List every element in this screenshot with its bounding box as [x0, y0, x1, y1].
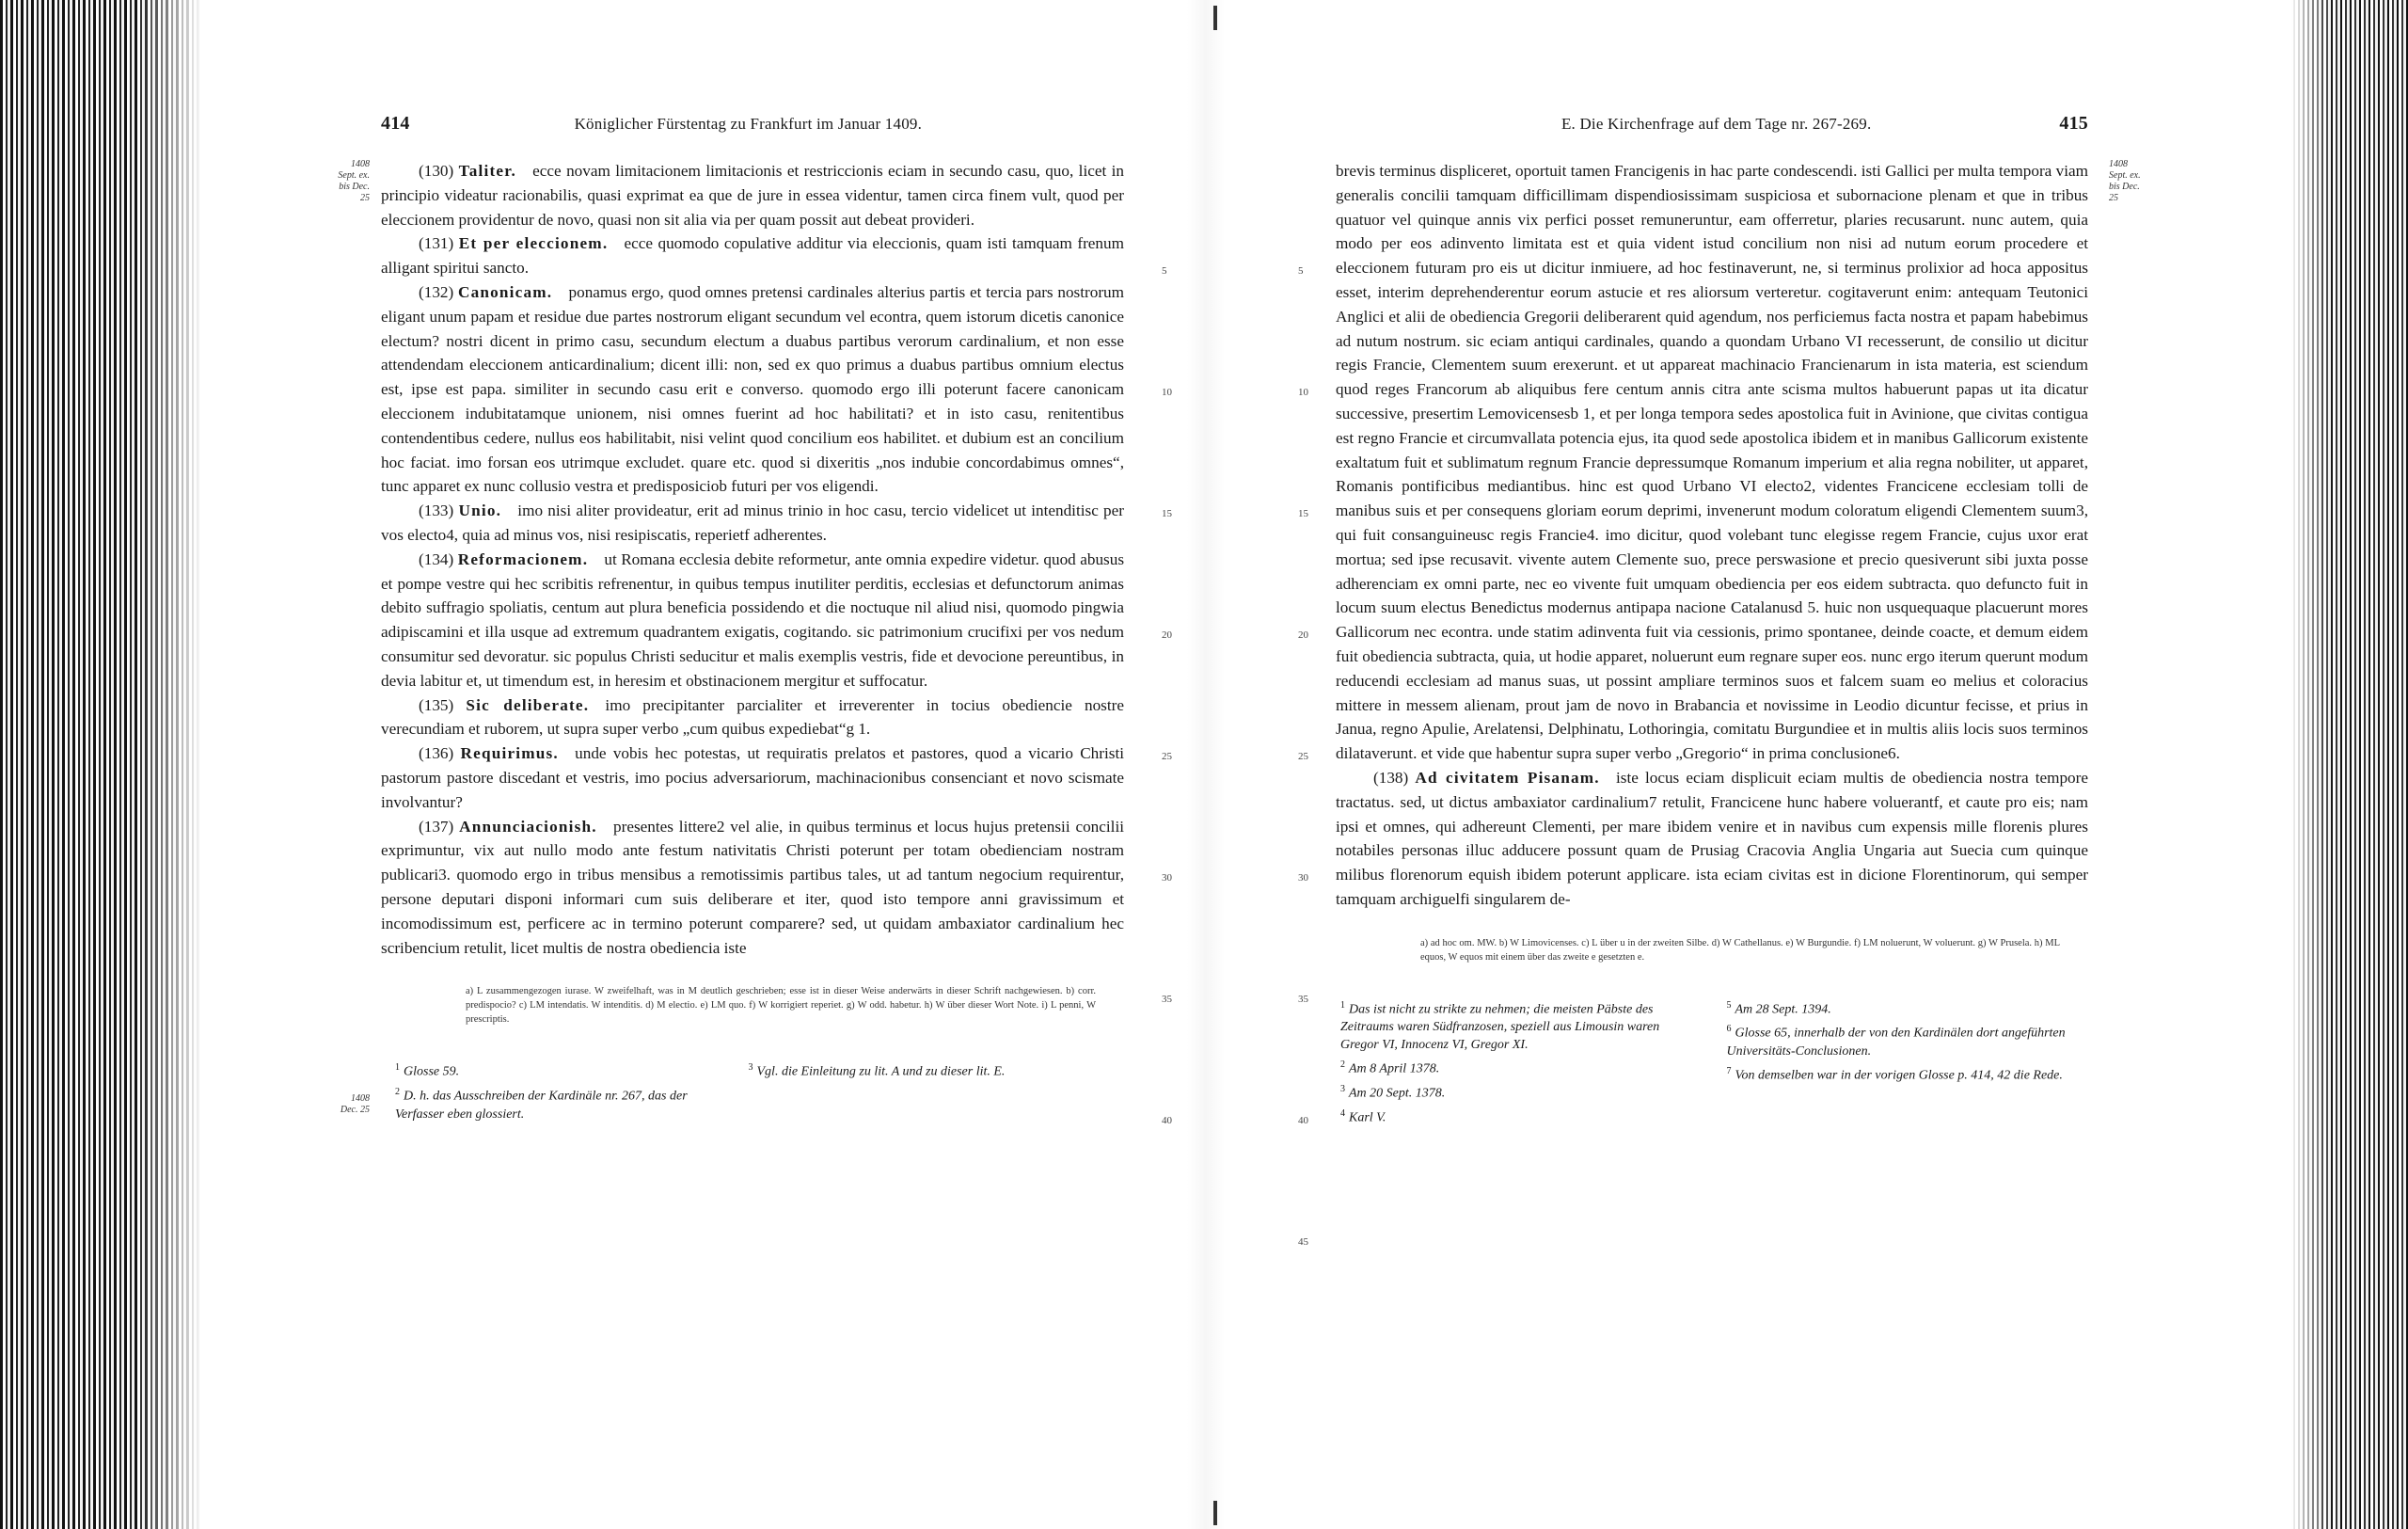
critical-apparatus: a) ad hoc om. MW. b) W Limovicenses. c) L über u in der zweiten Silbe. d) W Cathellanus. e) W Burgundie. f) LM noluerunt, W voluerunt. g) W Prusela. h) ML equos, W equos mit einem über das zweite e gesetzten e. [1420, 937, 2060, 963]
right-page-edges [2290, 0, 2408, 1529]
footnote-column [749, 1059, 1069, 1124]
left-page-header [381, 113, 1124, 135]
margin-date: 1408 Sept. ex. bis Dec. 25 [2109, 159, 2141, 203]
book-gutter [1187, 0, 1225, 1529]
margin-date: 1408 Sept. ex. bis Dec. 25 [338, 159, 370, 203]
gloss-number: (135) [419, 695, 454, 714]
footnote-number: 3 [748, 1062, 753, 1074]
footnote [1340, 996, 1693, 1055]
gloss-text: imo nisi aliter provideatur, erit ad minus trinio in hoc casu, tercio videlicet ut intenditisc per vos electo4, quia ad minus vos, nisi resipiscatis, reperietf adherentes. [381, 502, 1124, 544]
line-number: 25 [1298, 751, 1308, 762]
page-number: 414 [381, 113, 410, 134]
footnote-number: 2 [395, 1086, 400, 1097]
gloss-number: (133) [419, 502, 454, 520]
gloss-paragraph [381, 741, 1124, 814]
footnote [1340, 1056, 1693, 1078]
gloss-paragraph [381, 159, 1124, 231]
left-page-edges [0, 0, 202, 1529]
gutter-mark-top [1213, 6, 1217, 30]
footnote-text: Karl V. [1349, 1110, 1386, 1125]
right-page [1298, 113, 2141, 1248]
running-title: Königlicher Fürstentag zu Frankfurt im Januar 1409. [574, 115, 923, 133]
gloss-lemma: Taliter. [458, 162, 516, 180]
gloss-number: (138) [1373, 768, 1409, 787]
footnote-number: 5 [1726, 999, 1732, 1011]
footnotes [381, 1059, 1124, 1124]
footnote-text: Glosse 65, innerhalb der von den Kardinälen dort angeführten Universitäts-Conclusionen. [1726, 1027, 2066, 1059]
page-number: 415 [2059, 113, 2088, 134]
gloss-number: (130) [419, 162, 454, 180]
footnote [1727, 1062, 2080, 1085]
line-number: 20 [1162, 629, 1172, 641]
footnote-text: Vgl. die Einleitung zu lit. A und zu dieser lit. E. [756, 1064, 1006, 1079]
gloss-paragraph [381, 815, 1124, 961]
footnote [1340, 1105, 1693, 1127]
line-number: 10 [1162, 387, 1172, 398]
gutter-mark-bottom [1213, 1501, 1217, 1525]
footnote-number: 1 [395, 1062, 400, 1074]
footnote-text: Glosse 59. [404, 1064, 460, 1079]
footnote-number: 3 [1340, 1084, 1345, 1095]
line-number: 35 [1162, 994, 1172, 1005]
line-number: 5 [1162, 265, 1167, 277]
line-number: 40 [1298, 1115, 1308, 1126]
line-number: 10 [1298, 387, 1308, 398]
footnote [395, 1083, 715, 1123]
gloss-number: (137) [419, 817, 454, 836]
gloss-text: brevis terminus displiceret, oportuit tamen Francigenis in hac parte condescendi. isti Gallici per multa tempora viam generalis concilii tamquam difficillimam dispendiosissimam suspiciosa et subornacione plenam et que in tribus quatuor vel quinque annis vix perfici posset remuneruntur, eam offerretur, plaries recusarunt. nunc autem, quia modo per eos adinvento limitata est et quia vident istud concilium non nisi ad nutum eorum procedere et eleccionem futuram pro eis ut dicitur inmiuere, ad hoc festinaverunt, ne, si terminus prolixior ad hoca appositus esset, interim deprehenderentur eorum astucie et res aliorsum verteretur. cogitaverunt enim: antequam Teutonici Anglici et alii de obediencia Gregorii deliberarent quid agendum, nos perficiemus facta nostra et papam habebimus ad nutum nostrum. sic eciam antiqui cardinales, quando a quondam Urbano VI recesserunt, de consilio ut dicitur regis Francie, Clementem suum erexerunt. et ut appareat machinacio Francienarum in ista materia, est sciendum quod reges Francorum ab aliquibus fere centum annis citra ante scisma multos habuerunt papas ut ita dicatur successive, presertim Lemovicensesb 1, et per longa tempora sedes apostolica fuit in Avinione, que civitas contigua est regno Francie et circumvallata potencia ejus, ita quod sede apostolica ibidem et in manibus Gallicorum existente exaltatum fuit et sublimatum regnum Francie depressumque Romanum imperium et alia regna nobiliter, ut apparet, Romanis pontificibus mediantibus. hinc est quod Urbano VI electo2, videntes Francicene ecclesiam tolli de manibus suis et per consequens gloriam eorum deprimi, invenerunt modum coloratum eligendi Clementem suum3, qui fuit consanguineusc regis Francie4. imo dicitur, quod volebant tunc elegisse regem Francie, cujus uxor erat mortua; sed ipse recusavit. vivente autem Clemente suo, prece perswasione et precio quesiverunt sibi juxta posse adherenciam ex omni parte, nec eo vivente fuit umquam obediencia per eos eidem subtracta. quo defuncto fuit in locum suum electus Benedictus modernus antipapa nacione Catalanusd 5. huic non usquequaque placuerunt mores Gallicorum nec econtra. unde statim adinventa fuit via cessionis, primo spontanee, deinde coacte, et demum eidem fuit obediencia subtracta, quia, ut hodie apparet, noluerunt eum regnare super eos. nunc ergo iterum querunt modum reducendi ecclesiam ad manus suas, ut possint ampliare terminos suos et falcem suam eo melius et coloracius mittere in messem alienam, prout jam de novo in Brabancia et novissime in Leodio dicuntur fecisse, et prius in Janua, regno Apulie, Arelatensi, Delphinatu, Lothoringia, comitatu Burgundiee et in multis aliis locis suos terminos dilataverunt. et vide que habentur supra super verbo „Gregorio“ in prima conclusione6. [1336, 162, 2088, 763]
running-title: E. Die Kirchenfrage auf dem Tage nr. 267-269. [1560, 115, 1872, 133]
footnote-number: 2 [1340, 1059, 1345, 1071]
gloss-paragraph [381, 231, 1124, 280]
gloss-text: ponamus ergo, quod omnes pretensi cardinales alterius partis et tercia pars nostrorum eligant unum papam et residue due partes nostrorum eligant secundum vel econtra, quem istorum dicetis canonice electum? nostri dicent in primo casu, secundum electum a duabus partibus verorum cardinalium, et non esse attendendam eleccionem anticardinalium; dicent illi: non, sed ex quo primus a duabus partibus omnium electus est, ipse est papa. similiter in secundo casu erit e converso. quomodo ergo illi poterunt facere canonicam eleccionem indubitatamque unionem, nisi omnes fuerint ad hoc habilitati? et in isto casu, renitentibus contendentibus cedere, nullus eos habilitabit, nisi velint quod concilium eos habilitet. et dubium est an concilium hoc faciat. imo forsan eos utrimque excludet. quare etc. quod si dixeritis „nos indubie concordabimus omnes“, tunc apparet ex nunc collusio vestra et predisposiciob futuri per vos eligendi. [381, 282, 1124, 496]
footnote-number: 6 [1726, 1024, 1732, 1035]
footnote-number: 4 [1340, 1107, 1345, 1119]
gloss-lemma: Sic deliberate. [466, 695, 590, 714]
line-number: 35 [1298, 994, 1308, 1005]
footnote-column [1340, 996, 1693, 1129]
line-number: 40 [1162, 1115, 1172, 1126]
line-number: 20 [1298, 629, 1308, 641]
gloss-paragraph [381, 499, 1124, 548]
gloss-lemma: Unio. [458, 502, 502, 520]
footnote [749, 1059, 1069, 1081]
gloss-text: ecce novam limitacionem limitacionis et restriccionis eciam in secundo casu, quo, licet in principio videatur racionabilis, quasi exprimat ea que de jure in essea videntur, tamen circa finem vult, quod per eleccionem providentur de novo, quasi non sit alia via per quam possit aut debeat provideri. [381, 162, 1125, 229]
gloss-lemma: Reformacionem. [457, 549, 589, 568]
footnote [1727, 1020, 2080, 1060]
gloss-number: (131) [419, 234, 454, 253]
gloss-paragraph [381, 693, 1124, 742]
footnote-column [1727, 996, 2080, 1129]
gloss-text: presentes littere2 vel alie, in quibus terminus et locus hujus pretensii concilii exprimuntur, vix aut nullo modo ante festum nativitatis Christi poterunt per totam obedienciam nostram publicari3. quomodo ergo in tribus mensibus a remotissimis partibus tales, ut ad tantum negocium requirentur, persone deputari disponi informari cum suis deliberare et iter, quod isto tempore anni gravissimum et incomodissimum est, perficere ac in termino poterunt comparere? sed, ut quidam ambaxiator cardinalium hec scribencium retulit, licet multis de nostra obediencia iste [381, 817, 1124, 957]
gloss-text: unde vobis hec potestas, ut requiratis prelatos et pastores, quod a vicario Christi pastorum pastore discedant et vestris, imo pocius adversariorum, machinacionibus consenciant et novo scismate involvantur? [381, 744, 1124, 811]
line-number: 45 [1298, 1236, 1308, 1248]
line-number: 5 [1298, 265, 1304, 277]
gloss-paragraph [381, 280, 1124, 499]
line-number: 30 [1162, 872, 1172, 884]
gloss-lemma: Canonicam. [457, 282, 553, 301]
footnote-text: Von demselben war in der vorigen Glosse p. 414, 42 die Rede. [1735, 1068, 2063, 1083]
footnote-text: Am 20 Sept. 1378. [1349, 1086, 1446, 1101]
footnote-column [395, 1059, 715, 1124]
line-number: 30 [1298, 872, 1308, 884]
gloss-lemma: Requirimus. [460, 744, 559, 763]
gloss-paragraph [1336, 766, 2088, 912]
gloss-number: (134) [419, 549, 454, 568]
footnotes [1336, 996, 2088, 1129]
footnote-number: 7 [1726, 1066, 1732, 1077]
critical-apparatus: a) L zusammengezogen iurase. W zweifelhaft, was in M deutlich geschrieben; esse ist in dieser Weise anderwärts in dieser Schrift nachgewiesen. b) corr. predispocio? c) LM intendatis. W intenditis. d) M electio. e) LM quo. f) W korrigiert reperiet. g) W odd. habetur. h) W über dieser Wort Note. i) L penni, W prescriptis. [466, 986, 1096, 1026]
footnote-text: Das ist nicht zu strikte zu nehmen; die meisten Päbste des Zeitraums waren Südfranzosen, speziell aus Limousin waren Gregor VI, Innocenz VI, Gregor XI. [1340, 1002, 1660, 1053]
gloss-paragraph [381, 548, 1124, 693]
gloss-text: imo precipitanter parcialiter et irreverenter in tocius obediencie nostre verecundiam et ruborem, ut supra super verbo „cum quibus expediebat“g 1. [381, 695, 1124, 739]
footnote [1727, 996, 2080, 1019]
line-number: 15 [1162, 508, 1172, 519]
line-number: 25 [1162, 751, 1172, 762]
gloss-lemma: Annunciacionish. [459, 817, 597, 836]
gloss-paragraph [1336, 159, 2088, 766]
margin-date: 1408 Dec. 25 [340, 1093, 370, 1115]
footnote-text: D. h. das Ausschreiben der Kardinäle nr. 267, das der Verfasser eben glossiert. [395, 1089, 688, 1122]
footnote-text: Am 28 Sept. 1394. [1735, 1002, 1831, 1017]
gloss-lemma: Et per eleccionem. [458, 234, 609, 253]
footnote [395, 1059, 715, 1081]
gloss-text: ut Romana ecclesia debite reformetur, ante omnia expedire videtur. quod abusus et pompe vestre qui hec scribitis refrenentur, in quibus tempus inutiliter perditis, ecclesias et defunctorum animas debito suffragio spoliatis, centum aut plura beneficia possidendo et die noctuque nil aliud nisi, quomodo pingwia adipiscamini et illa usque ad extremum quadrantem exigatis, cogitando. sic patrimonium crucifixi per vos nedum consumitur sed devoratur. sic populus Christi seducitur et malis exemplis vestris, fide et devocione pereuntibus, in devia labitur et, ut timendum est, in heresim et obstinacionem mergitur et suffocatur. [381, 549, 1125, 690]
left-page [338, 113, 1172, 1126]
right-page-header [1336, 113, 2088, 135]
footnote-number: 1 [1340, 999, 1345, 1011]
footnote-text: Am 8 April 1378. [1349, 1062, 1440, 1077]
footnote [1340, 1080, 1693, 1103]
gloss-lemma: Ad civitatem Pisanam. [1415, 768, 1600, 787]
gloss-number: (136) [419, 744, 454, 763]
gloss-number: (132) [419, 282, 454, 301]
gloss-text: ecce quomodo copulative additur via eleccionis, quam isti tamquam frenum alligant spiritui sancto. [381, 234, 1124, 278]
line-number: 15 [1298, 508, 1308, 519]
gloss-text: iste locus eciam displicuit eciam multis de obediencia nostra tempore tractatus. sed, ut dictus ambaxiator cardinalium7 retulit, Francicene hunc habere voluerantf, et caute pro eis; nam ipsi et omnes, qui adhereunt Clementi, per mare ibidem venire et in navibus cum expensis mille florenis plures notabiles personas illuc adducere possunt quam de Prusiag Cracovia Anglia Ungaria aut Suecia cum quinque milibus florenorum equish ibidem poterunt applicare. ista eciam civitas est in dicione Florentinorum, qui semper tamquam archiguelfi singularem de- [1336, 768, 2089, 908]
